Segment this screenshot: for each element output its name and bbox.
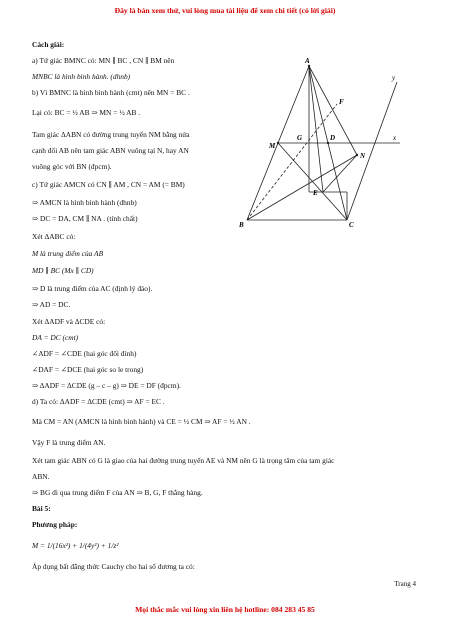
text-line: MD ∥ BC (Mx ∥ CD): [32, 266, 94, 275]
text-line: ABN.: [32, 472, 50, 481]
text-line: Xét ΔADF và ΔCDE có:: [32, 317, 106, 326]
text-line: Xét ΔABC có:: [32, 232, 76, 241]
label-y: y: [392, 74, 396, 82]
method-heading: Phương pháp:: [32, 520, 78, 529]
label-g: G: [297, 134, 303, 142]
label-a: A: [305, 57, 310, 65]
text-line: ⇒ D là trung điểm của AC (định lý đảo).: [32, 284, 153, 293]
label-e: E: [313, 189, 318, 197]
label-b: B: [239, 221, 244, 229]
formula-line: M = 1/(16x²) + 1/(4y²) + 1/z²: [32, 541, 119, 550]
text-line: b) Vì BMNC là hình bình hành (cmt) nên MN = BC .: [32, 88, 190, 97]
label-n: N: [360, 152, 366, 160]
solution-heading: Cách giải:: [32, 40, 65, 49]
text-line: ∠ADF = ∠CDE (hai góc đối đỉnh): [32, 349, 137, 358]
label-x: x: [393, 134, 397, 142]
text-line: cạnh đối AB nên tam giác ABN vuông tại N, hay AN: [32, 146, 189, 155]
label-d: D: [330, 134, 336, 142]
text-line: d) Ta có: ΔADF = ΔCDE (cmt) ⇒ AF = EC .: [32, 397, 165, 406]
text-line: Mà CM = AN (AMCN là hình bình hành) và CE = ½ CM ⇒ AF = ½ AN .: [32, 417, 251, 426]
text-line: ⇒ AD = DC.: [32, 300, 71, 309]
exercise-heading: Bài 5:: [32, 504, 51, 513]
text-line: Vậy F là trung điểm AN.: [32, 438, 106, 447]
preview-banner: Đây là bản xem thử, vui lòng mua tài liệu để xem chi tiết (có lời giải): [114, 6, 336, 15]
label-m: M: [269, 142, 276, 150]
label-f: F: [339, 98, 344, 106]
text-line: ⇒ DC = DA, CM ∥ NA . (tính chất): [32, 214, 138, 223]
text-line: ∠DAF = ∠DCE (hai góc so le trong): [32, 365, 144, 374]
text-line: DA = DC (cmt): [32, 333, 79, 342]
text-line: ⇒ BG đi qua trung điểm F của AN ⇒ B, G, F thẳng hàng.: [32, 488, 203, 497]
text-line: a) Tứ giác BMNC có: MN ∥ BC , CN ∥ BM nên: [32, 56, 175, 65]
text-line: Xét tam giác ABN có G là giao của hai đường trung tuyến AE và NM nên G là trọng tâm của tam giác: [32, 456, 335, 465]
text-line: MNBC là hình bình hành. (dhnb): [32, 72, 131, 81]
text-line: Tam giác ΔABN có đường trung tuyến NM bằng nửa: [32, 130, 190, 139]
text-line: ⇒ AMCN là hình bình hành (dhnb): [32, 198, 137, 207]
text-line: Lại có: BC = ½ AB ⇒ MN = ½ AB .: [32, 108, 141, 117]
text-line: ⇒ ΔADF = ΔCDE (g – c – g) ⇒ DE = DF (đpcm).: [32, 381, 181, 390]
text-line: vuông góc với BN (đpcm).: [32, 162, 112, 171]
text-line: c) Tứ giác AMCN có CN ∥ AM , CN = AM (= BM): [32, 180, 185, 189]
hotline-footer: Mọi thắc mắc vui lòng xin liên hệ hotline: 084 283 45 85: [135, 605, 315, 614]
text-line: Áp dụng bất đẳng thức Cauchy cho hai số dương ta có:: [32, 562, 195, 571]
label-c: C: [349, 221, 354, 229]
text-line: M là trung điểm của AB: [32, 249, 104, 258]
geometry-figure: [235, 52, 415, 237]
page-number: Trang 4: [394, 580, 416, 588]
